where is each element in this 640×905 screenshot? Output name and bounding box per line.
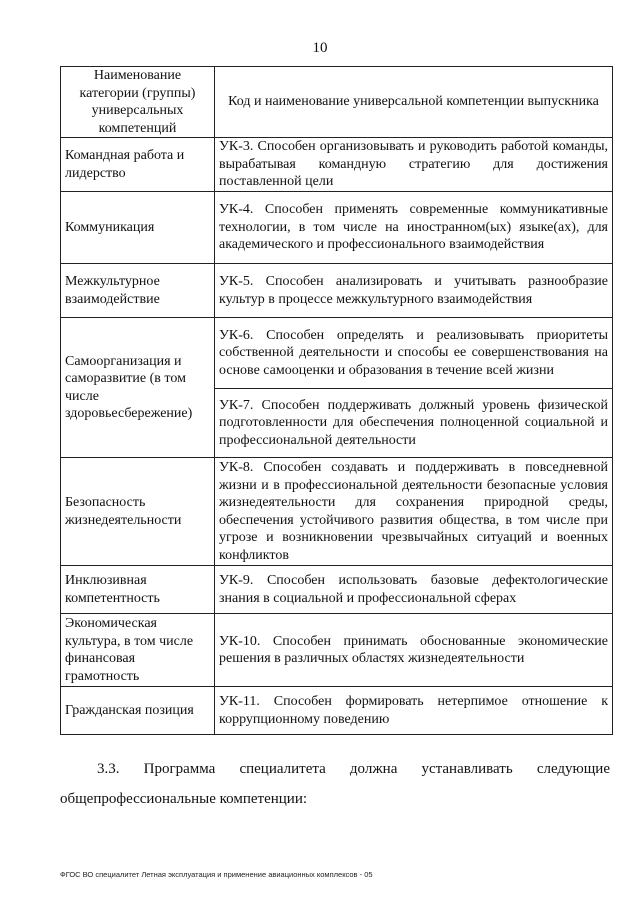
competency-cell: УК-5. Способен анализировать и учитывать разнообразие культур в процессе межкультурного взаимодействия bbox=[215, 264, 613, 318]
competencies-table bbox=[60, 66, 613, 735]
section-paragraph-line2: общепрофессиональные компетенции: bbox=[60, 791, 308, 807]
page-number: 10 bbox=[312, 40, 328, 56]
competency-cell: УК-6. Способен определять и реализовывать приоритеты собственной деятельности и способы ее совершенствования на основе самооценки и образования в течение всей жизни bbox=[215, 318, 613, 389]
page-footer: ФГОС ВО специалитет Летная эксплуатация и применение авиационных комплексов - 05 bbox=[60, 870, 373, 879]
section-paragraph-line1: 3.3. Программа специалитета должна устанавливать следующие bbox=[97, 761, 610, 777]
competency-cell: УК-9. Способен использовать базовые дефектологические знания в социальной и профессиональной сферах bbox=[215, 566, 613, 614]
competency-cell: УК-11. Способен формировать нетерпимое отношение к коррупционному поведению bbox=[215, 687, 613, 735]
category-cell: Самоорганизация и саморазвитие (в том числе здоровьесбережение) bbox=[61, 318, 215, 458]
category-cell: Инклюзивная компетентность bbox=[61, 566, 215, 614]
competency-cell: УК-7. Способен поддерживать должный уровень физической подготовленности для обеспечения полноценной социальной и профессиональной деятельности bbox=[215, 389, 613, 458]
category-cell: Гражданская позиция bbox=[61, 687, 215, 735]
category-cell: Экономическая культура, в том числе финансовая грамотность bbox=[61, 614, 215, 687]
table-row bbox=[61, 566, 613, 614]
competency-cell: УК-4. Способен применять современные коммуникативные технологии, в том числе на иностранном(ых) языке(ах), для академического и профессионального взаимодействия bbox=[215, 192, 613, 264]
category-cell: Безопасность жизнедеятельности bbox=[61, 458, 215, 566]
table-row bbox=[61, 192, 613, 264]
table-row bbox=[61, 458, 613, 566]
category-cell: Коммуникация bbox=[61, 192, 215, 264]
header-competency: Код и наименование универсальной компетенции выпускника bbox=[215, 67, 613, 138]
competency-cell: УК-3. Способен организовывать и руководить работой команды, вырабатывая командную стратегию для достижения поставленной цели bbox=[215, 138, 613, 192]
header-category: Наименование категории (группы) универсальных компетенций bbox=[61, 67, 215, 138]
competency-cell: УК-8. Способен создавать и поддерживать в повседневной жизни и в профессиональной деятельности безопасные условия жизнедеятельности для сохранения природной среды, обеспечения устойчивого развития общества, в том числе при угрозе и возникновении чрезвычайных ситуаций и военных конфликтов bbox=[215, 458, 613, 566]
category-cell: Межкультурное взаимодействие bbox=[61, 264, 215, 318]
table-row bbox=[61, 614, 613, 687]
table-row bbox=[61, 138, 613, 192]
table-header-row bbox=[61, 67, 613, 138]
table-row bbox=[61, 318, 613, 389]
table-row bbox=[61, 264, 613, 318]
table-row bbox=[61, 687, 613, 735]
category-cell: Командная работа и лидерство bbox=[61, 138, 215, 192]
competency-cell: УК-10. Способен принимать обоснованные экономические решения в различных областях жизнедеятельности bbox=[215, 614, 613, 687]
